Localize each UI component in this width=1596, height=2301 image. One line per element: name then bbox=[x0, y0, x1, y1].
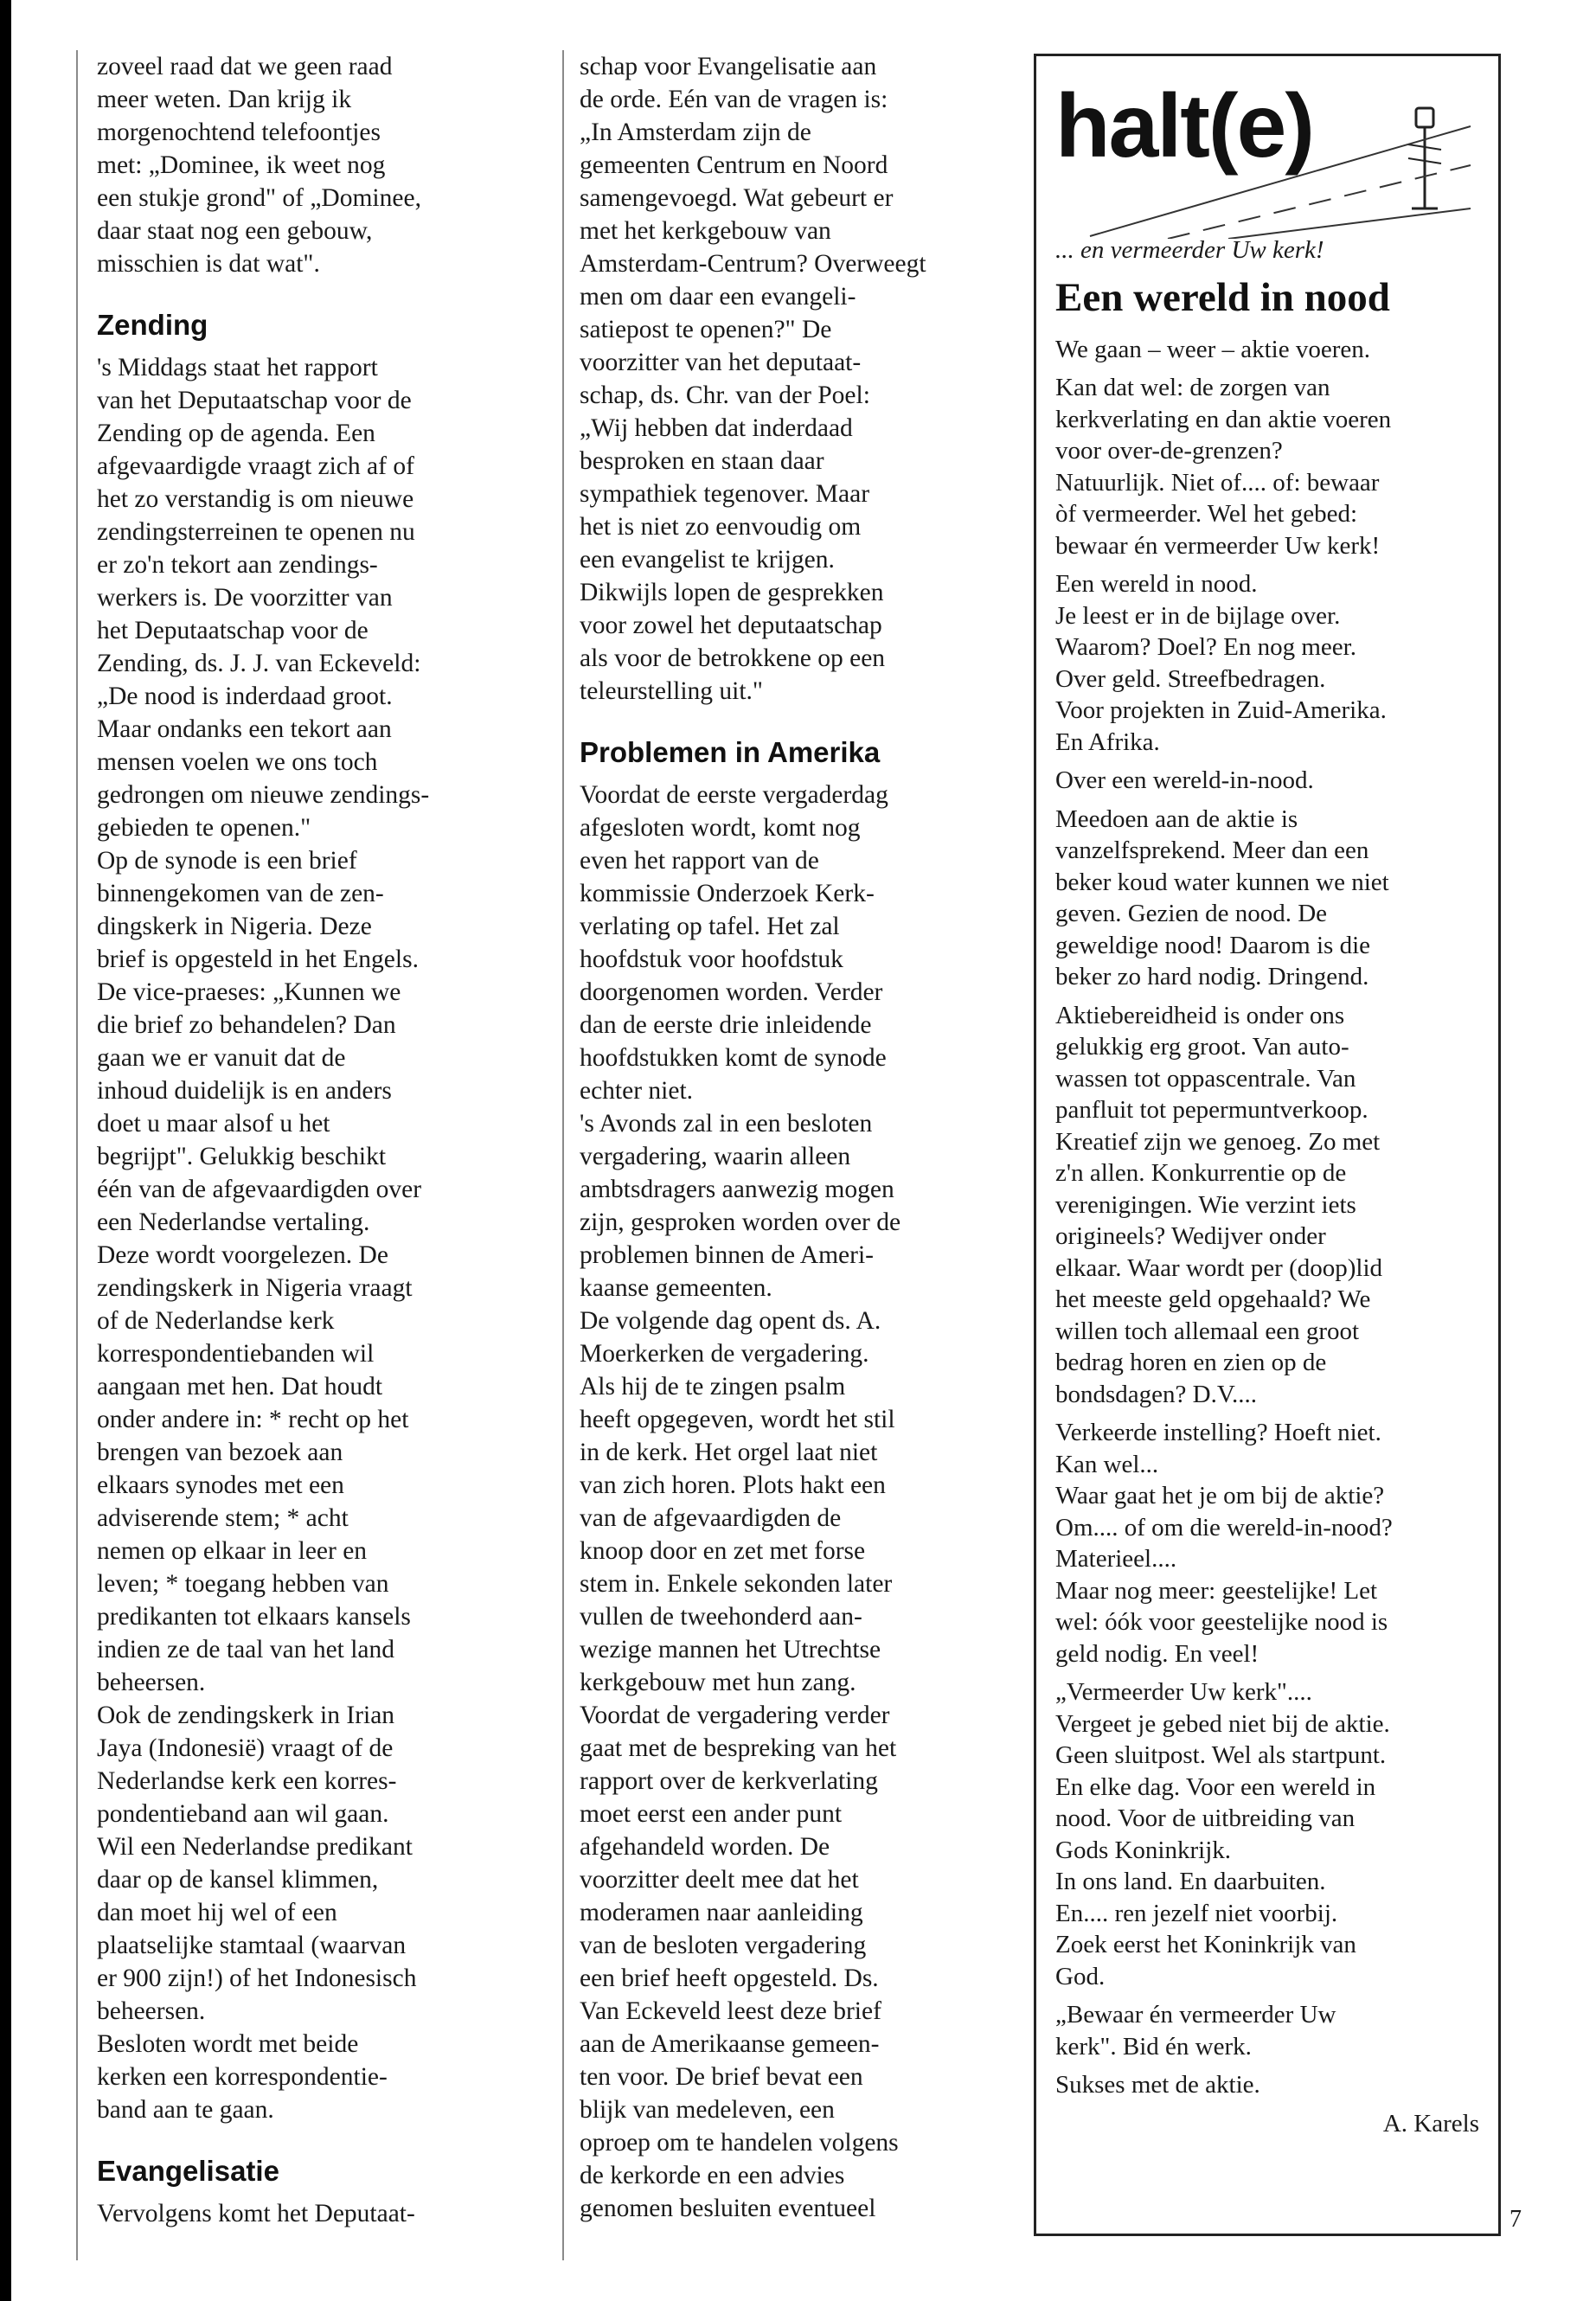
halte-subtitle: ... en vermeerder Uw kerk! bbox=[1055, 236, 1324, 264]
page-number: 7 bbox=[1509, 2206, 1522, 2233]
box-paragraph-7: Verkeerde instelling? Hoeft niet. Kan wel... Waar gaat het je om bij de aktie? Om.... of om die wereld-in-nood? Materieel.... Maar nog meer: geestelijke! Let wel: óók voor geestelijke nood is geld nodig. En veel! bbox=[1055, 1419, 1393, 1668]
box-paragraph-10: Sukses met de aktie. bbox=[1055, 2071, 1260, 2099]
col1-paragraph-3: Vervolgens komt het Deputaat- bbox=[97, 2200, 415, 2227]
road-sign-illustration bbox=[1055, 76, 1479, 239]
article-column-2 bbox=[562, 50, 1029, 2260]
heading-zending: Zending bbox=[97, 309, 208, 341]
halte-header bbox=[1055, 76, 1479, 234]
heading-evangelisatie: Evangelisatie bbox=[97, 2155, 279, 2187]
col2-paragraph-2: Voordat de eerste vergaderdag afgesloten wordt, komt nog even het rapport van de kommissie Onderzoek Kerk- verlating op tafel. Het zal hoofdstuk voor hoofdstuk doorgenomen worden. Verder dan de eerste drie inleidende hoofdstukken komt de synode echter niet. 's Avonds zal in een besloten vergadering, waarin alleen ambtsdragers aanwezig mogen zijn, gesproken worden over de problemen binnen de Ameri- kaanse gemeenten. De volgende dag opent ds. A. Moerkerken de vergadering. Als hij de te zingen psalm heeft opgegeven, wordt het stil in de kerk. Het orgel laat niet van zich horen. Plots hakt een van de afgevaardigden de knoop door en zet met forse stem in. Enkele sekonden later vullen de tweehonderd aan- wezige mannen het Utrechtse kerkgebouw met hun zang. Voordat de vergadering verder gaat met de bespreking van het rapport over de kerkverlating moet eerst een ander punt afgehandeld worden. De voorzitter deelt mee dat het moderamen naar aanleiding van de besloten vergadering een brief heeft opgesteld. Ds. Van Eckeveld leest deze brief aan de Amerikaanse gemeen- ten voor. De brief bevat een blijk van medeleven, een oproep om te handelen volgens de kerkorde en een advies genomen besluiten eventueel bbox=[580, 781, 901, 2222]
article-column-1 bbox=[76, 50, 548, 2260]
col1-paragraph-2: 's Middags staat het rapport van het Deputaatschap voor de Zending op de agenda. Een afgevaardigde vraagt zich af of het zo verstandig is om nieuwe zendingsterreinen te openen nu er zo'n tekort aan zendings- werkers is. De voorzitter van het Deputaatschap voor de Zending, ds. J. J. van Eckeveld: „De nood is inderdaad groot. Maar ondanks een tekort aan mensen voelen we ons toch gedrongen om nieuwe zendings- gebieden te openen." Op de synode is een brief binnengekomen van de zen- dingskerk in Nigeria. Deze brief is opgesteld in het Engels. De vice-praeses: „Kunnen we die brief zo behandelen? Dan gaan we er vanuit dat de inhoud duidelijk is en anders doet u maar alsof u het begrijpt". Gelukkig beschikt één van de afgevaardigden over een Nederlandse vertaling. Deze wordt voorgelezen. De zendingskerk in Nigeria vraagt of de Nederlandse kerk korrespondentiebanden wil aangaan met hen. Dat houdt onder andere in: * recht op het brengen van bezoek aan elkaars synodes met een adviserende stem; * acht nemen op elkaar in leer en leven; * toegang hebben van predikanten tot elkaars kansels indien ze de taal van het land beheersen. Ook de zendingskerk in Irian Jaya (Indonesië) vraagt of de Nederlandse kerk een korres- pondentieband aan wil gaan. Wil een Nederlandse predikant daar op de kansel klimmen, dan moet hij wel of een plaatselijke stamtaal (waarvan er 900 zijn!) of het Indonesisch beheersen. Besloten wordt met beide kerken een korrespondentie- band aan te gaan. bbox=[97, 354, 430, 2124]
box-paragraph-9: „Bewaar én vermeerder Uw kerk". Bid én werk. bbox=[1055, 2001, 1336, 2061]
road-lines-icon bbox=[1090, 126, 1471, 239]
box-paragraph-2: Kan dat wel: de zorgen van kerkverlating en dan aktie voeren voor over-de-grenzen? Natuurlijk. Niet of.... of: bewaar òf vermeerder. Wel het gebed: bewaar én vermeerder Uw kerk! bbox=[1055, 374, 1392, 560]
author-signature: A. Karels bbox=[1382, 2109, 1479, 2138]
box-paragraph-8: „Vermeerder Uw kerk".... Vergeet je gebed niet bij de aktie. Geen sluitpost. Wel als startpunt. En elke dag. Voor een wereld in nood. Voor de uitbreiding van Gods Koninkrijk. In ons land. En daarbuiten. En.... ren jezelf niet voorbij. Zoek eerst het Koninkrijk van God. bbox=[1055, 1678, 1390, 1990]
halte-sidebar-box bbox=[1034, 54, 1501, 2236]
box-paragraph-6: Aktiebereidheid is onder ons gelukkig erg groot. Van auto- wassen tot oppascentrale. Van panfluit tot pepermuntverkoop. Kreatief zijn we genoeg. Zo met z'n allen. Konkurrentie op de verenigingen. Wie verzint iets origineels? Wedijver onder elkaar. Waar wordt per (doop)lid het meeste geld opgehaald? We willen toch allemaal een groot bedrag horen en zien op de bondsdagen? D.V.... bbox=[1055, 1001, 1383, 1408]
box-paragraph-1: We gaan – weer – aktie voeren. bbox=[1055, 335, 1371, 363]
box-paragraph-4: Over een wereld-in-nood. bbox=[1055, 766, 1314, 794]
halte-logo: halt(e) bbox=[1055, 76, 1313, 176]
col2-paragraph-1: schap voor Evangelisatie aan de orde. Eén van de vragen is: „In Amsterdam zijn de gemeenten Centrum en Noord samengevoegd. Wat gebeurt er met het kerkgebouw van Amsterdam-Centrum? Overweegt men om daar een evangeli- satiepost te openen?" De voorzitter van het deputaat- schap, ds. Chr. van der Poel: „Wij hebben dat inderdaad besproken en staan daar sympathiek tegenover. Maar het is niet zo eenvoudig om een evangelist te krijgen. Dikwijls lopen de gesprekken voor zowel het deputaatschap als voor de betrokkene op een teleurstelling uit." bbox=[580, 53, 926, 705]
halte-title: Een wereld in nood bbox=[1055, 274, 1390, 320]
page-binding-edge bbox=[0, 0, 11, 2301]
col1-paragraph-1: zoveel raad dat we geen raad meer weten. Dan krijg ik morgenochtend telefoontjes met: „Dominee, ik weet nog een stukje grond" of „Dominee, daar staat nog een gebouw, misschien is dat wat". bbox=[97, 53, 421, 278]
box-paragraph-3: Een wereld in nood. Je leest er in de bijlage over. Waarom? Doel? En nog meer. Over geld. Streefbedragen. Voor projekten in Zuid-Amerika. En Afrika. bbox=[1055, 570, 1387, 756]
heading-problemen-in-amerika: Problemen in Amerika bbox=[580, 736, 881, 768]
bus-stop-sign-icon bbox=[1408, 108, 1441, 208]
box-paragraph-5: Meedoen aan de aktie is vanzelfsprekend. Meer dan een beker koud water kunnen we niet geven. Gezien de nood. De geweldige nood! Daarom is die beker zo hard nodig. Dringend. bbox=[1055, 804, 1389, 990]
